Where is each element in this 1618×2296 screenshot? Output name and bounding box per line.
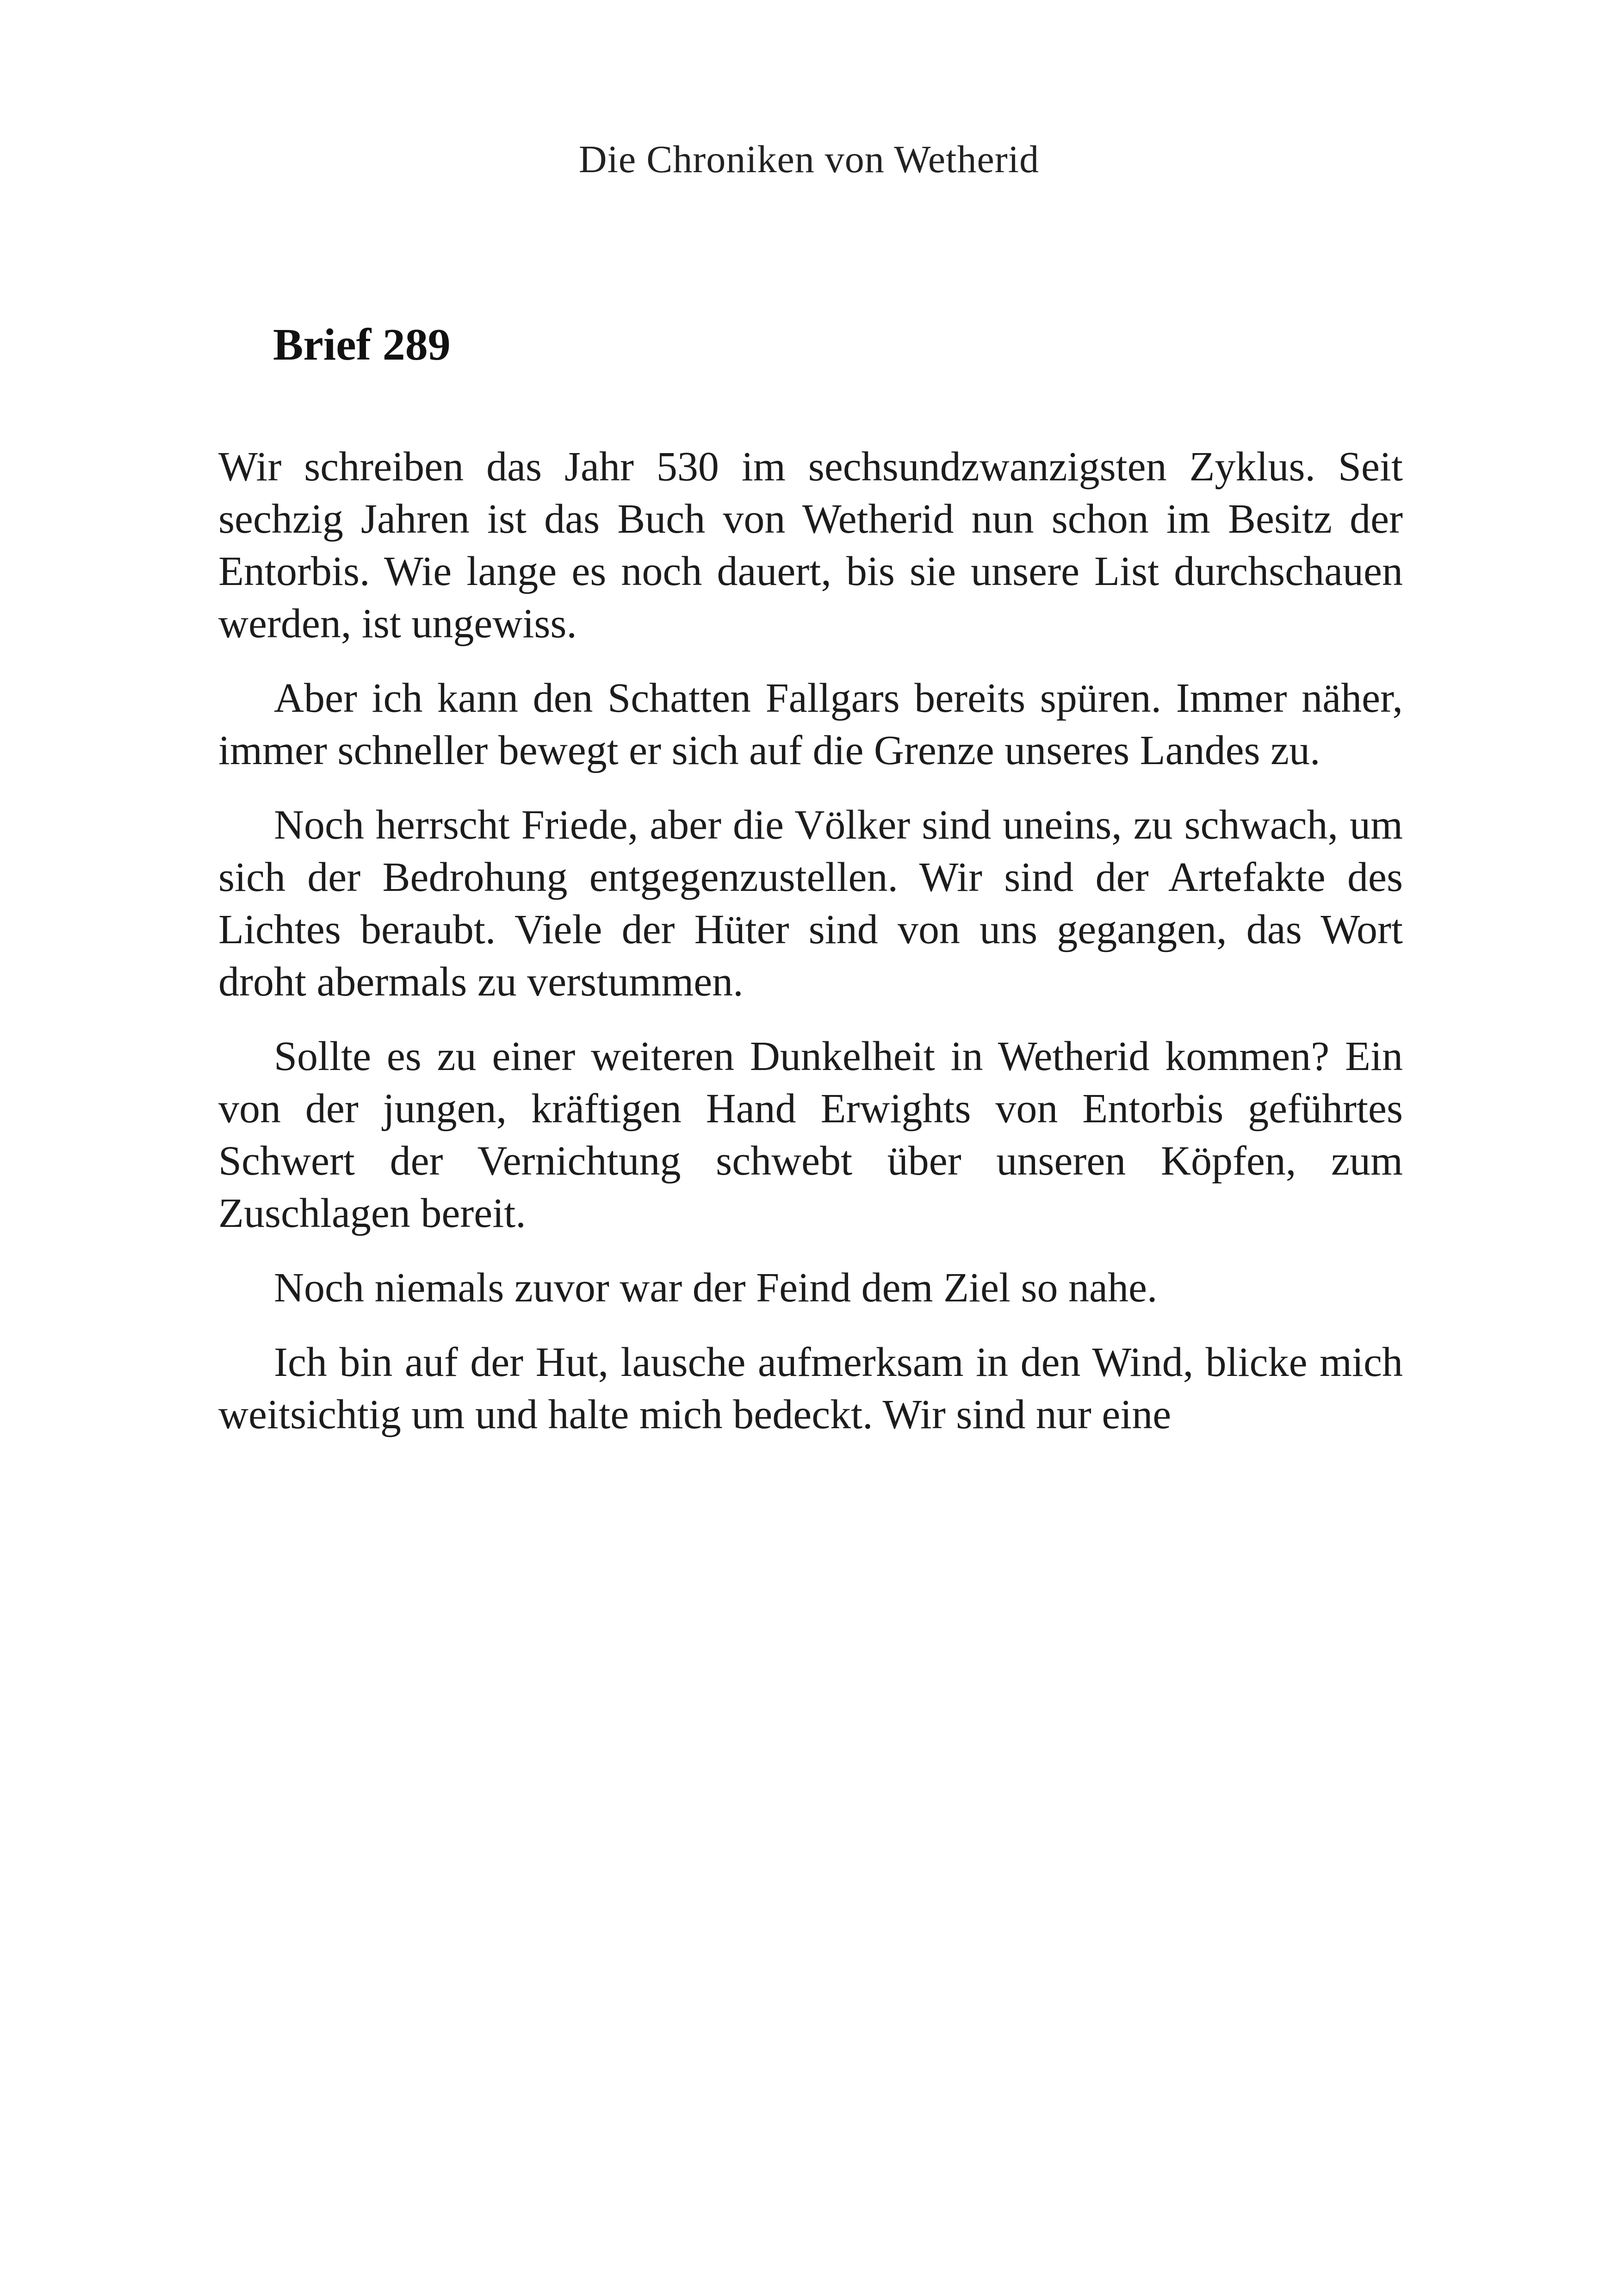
paragraph: Wir schreiben das Jahr 530 im sechsundzwanzigsten Zyklus. Seit sechzig Jahren ist das Buch von Wetherid nun schon im Besitz der Entorbis. Wie lange es noch dauert, bis sie unsere List durchschauen werden, ist ungewiss. (218, 444, 1403, 647)
paragraph: Ich bin auf der Hut, lausche aufmerksam in den Wind, blicke mich weitsichtig um und halte mich bedeckt. Wir sind nur eine (218, 1339, 1403, 1437)
paragraph: Noch niemals zuvor war der Feind dem Ziel so nahe. (274, 1265, 1158, 1311)
chapter-title: Brief 289 (273, 320, 451, 370)
running-header: Die Chroniken von Wetherid (578, 138, 1040, 181)
paragraph: Sollte es zu einer weiteren Dunkelheit in Wetherid kommen? Ein von der jungen, kräftigen Hand Erwights von Entorbis geführtes Schwert der Vernichtung schwebt über unseren Köpfen, zum Zuschlagen bereit. (218, 1033, 1403, 1236)
body-text (218, 441, 1403, 1463)
paragraph: Aber ich kann den Schatten Fallgars bereits spüren. Immer näher, immer schneller bewegt er sich auf die Grenze unseres Landes zu. (218, 675, 1403, 773)
paragraph: Noch herrscht Friede, aber die Völker sind uneins, zu schwach, um sich der Bedrohung entgegenzustellen. Wir sind der Artefakte des Lichtes beraubt. Viele der Hüter sind von uns gegangen, das Wort droht abermals zu verstummen. (218, 802, 1403, 1005)
